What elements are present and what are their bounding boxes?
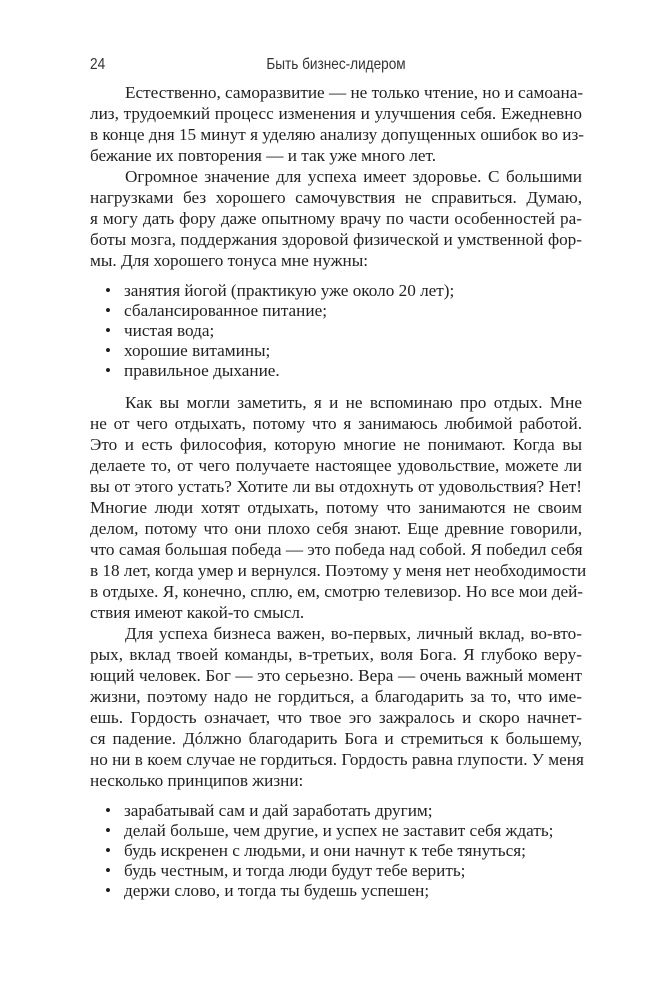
list-item: [90, 321, 582, 341]
text-line: Многие люди хотят отдыхать, потому что занимаются не своим: [90, 498, 582, 517]
bullet-icon: •: [105, 301, 112, 320]
text-line: Огромное значение для успеха имеет здоровье. С большими: [125, 167, 582, 186]
list-item-text: зарабатывай сам и дай заработать другим;: [124, 801, 433, 820]
bullet-icon: •: [105, 361, 112, 380]
bullet-icon: •: [105, 861, 112, 880]
bullet-icon: •: [105, 841, 112, 860]
bullet-icon: •: [105, 881, 112, 900]
bullet-icon: •: [105, 321, 112, 340]
list-item: [90, 341, 582, 361]
list-item: [90, 821, 582, 841]
text-line: в конце дня 15 минут я уделяю анализу допущенных ошибок во из-: [90, 125, 584, 144]
text-line: Для успеха бизнеса важен, во-первых, личный вклад, во-вто-: [125, 624, 582, 643]
bullet-icon: •: [105, 281, 112, 300]
list-item-text: сбалансированное питание;: [124, 301, 327, 320]
text-line: в 18 лет, когда умер и вернулся. Поэтому у меня нет необходимости: [90, 561, 587, 580]
text-line: но ни в коем случае не гордиться. Гордость равна глупости. У меня: [90, 750, 584, 769]
bullet-icon: •: [105, 821, 112, 840]
text-line: делом, потому что они плохо себя знают. Еще древние говорили,: [90, 519, 582, 538]
list-item-text: занятия йогой (практикую уже около 20 лет);: [124, 281, 455, 300]
text-line: Естественно, саморазвитие — не только чтение, но и самоана-: [125, 83, 584, 102]
bullet-list: [90, 801, 582, 901]
text-line: Это и есть философия, которую многие не понимают. Когда вы: [90, 435, 582, 454]
text-line: боты мозга, поддержания здоровой физической и умственной фор-: [90, 230, 582, 249]
text-line: ешь. Гордость означает, что твое эго зажралось и скоро начнет-: [90, 708, 582, 727]
text-line: вы от этого устать? Хотите ли вы отдохнуть от удовольствия? Нет!: [90, 477, 582, 496]
list-item-text: правильное дыхание.: [124, 361, 280, 380]
running-title: Быть бизнес-лидером: [266, 56, 406, 73]
list-item: [90, 841, 582, 861]
text-line: жизни, поэтому надо не гордиться, а благодарить за то, что име-: [90, 687, 582, 706]
paragraph: [90, 392, 587, 623]
text-line: Как вы могли заметить, я и не вспоминаю про отдых. Мне: [125, 393, 582, 412]
text-line: ствия имеют какой-то смысл.: [90, 603, 305, 622]
list-item-text: хорошие витамины;: [124, 341, 271, 360]
text-line: в отдыхе. Я, конечно, сплю, ем, смотрю телевизор. Но все мои дей-: [90, 582, 584, 601]
text-line: рых, вклад твоей команды, в-третьих, воля Бога. Я глубоко веру-: [90, 645, 582, 664]
page-number: 24: [90, 56, 106, 73]
text-line: нагрузками без хорошего самочувствия не справиться. Думаю,: [90, 188, 582, 207]
list-item: [90, 881, 582, 901]
text-line: ся падение. Дóлжно благодарить Бога и стремиться к большему,: [90, 729, 582, 748]
running-header: [90, 56, 582, 80]
bullet-list: [90, 281, 582, 381]
text-line: делаете то, от чего получаете настоящее удовольствие, можете ли: [90, 456, 582, 475]
text-line: мы. Для хорошего тонуса мне нужны:: [90, 251, 369, 270]
paragraph: [90, 82, 582, 166]
list-item-text: будь искренен с людьми, и они начнут к тебе тянуться;: [124, 841, 526, 860]
page-body: [90, 82, 587, 912]
text-line: несколько принципов жизни:: [90, 771, 304, 790]
text-line: не от чего отдыхать, потому что я занимаюсь любимой работой.: [90, 414, 582, 433]
list-item-text: будь честным, и тогда люди будут тебе верить;: [124, 861, 466, 880]
paragraph: [90, 623, 582, 791]
text-line: лиз, трудоемкий процесс изменения и улучшения себя. Ежедневно: [90, 104, 582, 123]
bullet-icon: •: [105, 801, 112, 820]
list-item: [90, 861, 582, 881]
list-item-text: чистая вода;: [124, 321, 215, 340]
list-item: [90, 281, 582, 301]
text-line: ющий человек. Бог — это серьезно. Вера — очень важный момент: [90, 666, 582, 685]
list-item-text: делай больше, чем другие, и успех не заставит себя ждать;: [124, 821, 554, 840]
list-item: [90, 361, 582, 381]
paragraph: [90, 166, 582, 271]
bullet-icon: •: [105, 341, 112, 360]
text-line: я могу дать фору даже опытному врачу по части особенностей ра-: [90, 209, 582, 228]
list-item: [90, 301, 582, 321]
list-item-text: держи слово, и тогда ты будешь успешен;: [124, 881, 430, 900]
list-item: [90, 801, 582, 821]
text-line: что самая большая победа — это победа над собой. Я победил себя: [90, 540, 583, 559]
text-line: бежание их повторения — и так уже много лет.: [90, 146, 437, 165]
